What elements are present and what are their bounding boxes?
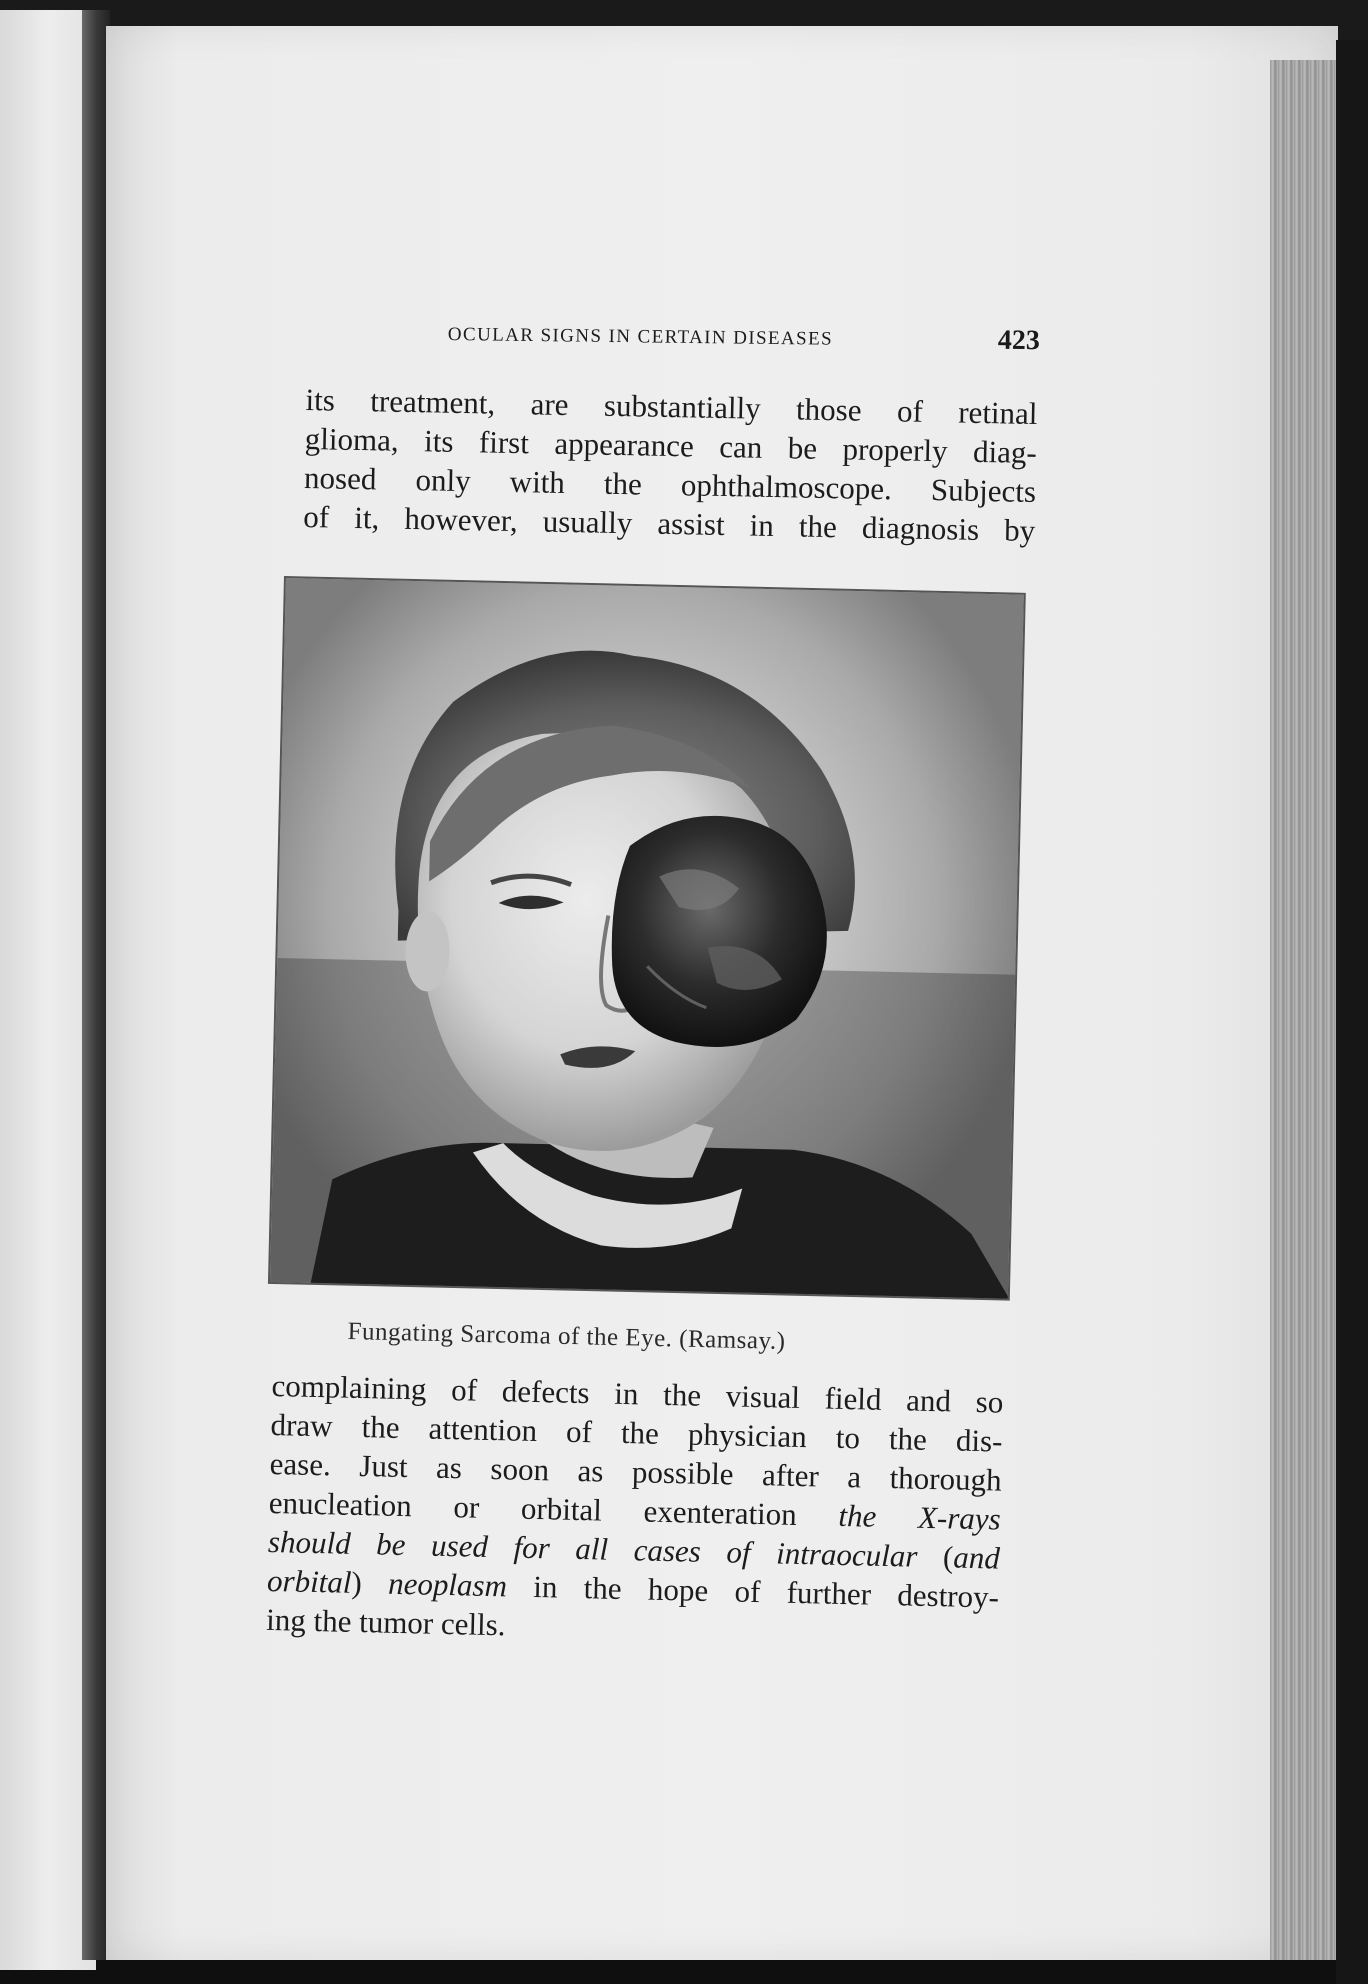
page-stack-edge <box>1270 60 1340 1960</box>
text-line: of it, however, usually assist in the diagnosis by <box>303 498 1036 549</box>
text-line: nosed only with the ophthalmoscope. Subjects <box>303 459 1037 510</box>
running-head <box>448 324 1048 371</box>
text-span: enucleation or orbital exenteration <box>268 1484 839 1533</box>
text-span: in the hope of further destroy- <box>506 1568 1000 1615</box>
text-span: ) <box>351 1564 389 1601</box>
top-paragraph <box>303 380 1038 550</box>
scan-border <box>1336 40 1368 1984</box>
text-line: draw the attention of the physician to the dis- <box>270 1406 1003 1459</box>
text-line: ing the tumor cells. <box>265 1601 506 1643</box>
figure <box>268 576 1026 1301</box>
italic-span: orbital <box>266 1562 352 1600</box>
text-span: ( <box>917 1538 954 1575</box>
text-line: ease. Just as soon as possible after a thorough <box>269 1445 1002 1498</box>
portrait-illustration <box>270 578 1026 1301</box>
page-number: 423 <box>997 324 1041 357</box>
text-line: its treatment, are substantially those of retinal <box>305 381 1038 432</box>
italic-span: and <box>952 1539 1001 1576</box>
italic-span: neoplasm <box>387 1565 508 1604</box>
bottom-paragraph <box>266 1366 1004 1656</box>
figure-caption: Fungating Sarcoma of the Eye. (Ramsay.) <box>347 1318 786 1355</box>
portrait-photograph <box>268 576 1026 1301</box>
italic-span: should be used for all cases of intraocular <box>267 1523 918 1574</box>
running-title: OCULAR SIGNS IN CERTAIN DISEASES <box>447 324 834 350</box>
italic-span: the X-rays <box>838 1497 1002 1537</box>
text-line: glioma, its first appearance can be properly diag- <box>304 420 1038 471</box>
text-line: complaining of defects in the visual field and so <box>271 1367 1004 1420</box>
